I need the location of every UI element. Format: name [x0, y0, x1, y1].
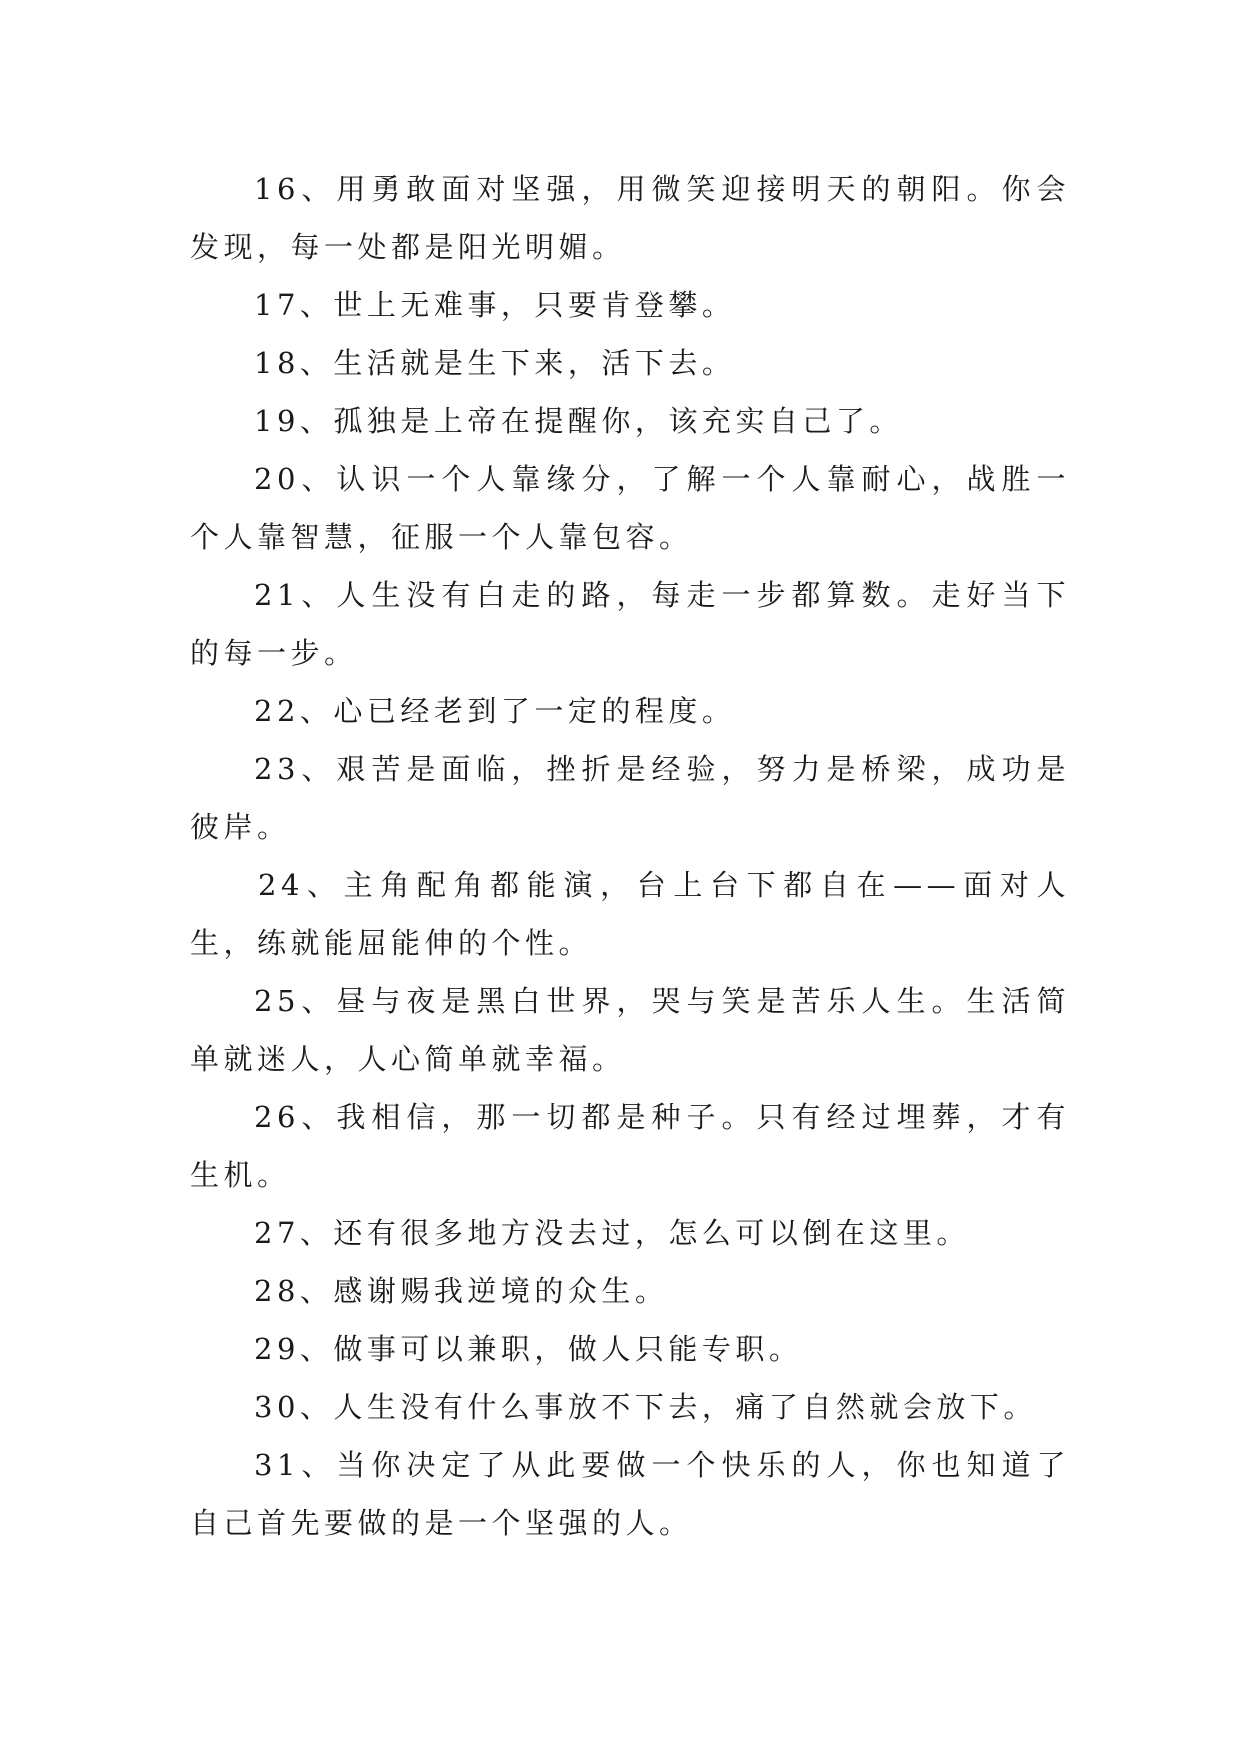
paragraph-30: 30、人生没有什么事放不下去，痛了自然就会放下。	[254, 1390, 1037, 1424]
paragraph-29: 29、做事可以兼职，做人只能专职。	[254, 1332, 803, 1366]
paragraph-18: 18、生活就是生下来，活下去。	[254, 346, 736, 380]
paragraph-26: 26、我相信，那一切都是种子。只有经过埋葬，才有生机。	[190, 1100, 1070, 1192]
paragraph-28: 28、感谢赐我逆境的众生。	[254, 1274, 669, 1308]
paragraph-25: 25、昼与夜是黑白世界，哭与笑是苦乐人生。生活简单就迷人，人心简单就幸福。	[190, 984, 1070, 1076]
paragraph-23: 23、艰苦是面临，挫折是经验，努力是桥梁，成功是彼岸。	[190, 752, 1070, 844]
paragraph-27: 27、还有很多地方没去过，怎么可以倒在这里。	[254, 1216, 970, 1250]
paragraph-21: 21、人生没有白走的路，每走一步都算数。走好当下的每一步。	[190, 578, 1070, 670]
paragraph-20: 20、认识一个人靠缘分，了解一个人靠耐心，战胜一个人靠智慧，征服一个人靠包容。	[190, 462, 1070, 554]
paragraph-19: 19、孤独是上帝在提醒你，该充实自己了。	[254, 404, 903, 438]
document-body	[190, 160, 1070, 1552]
paragraph-16: 16、用勇敢面对坚强，用微笑迎接明天的朝阳。你会发现，每一处都是阳光明媚。	[190, 172, 1070, 264]
paragraph-31: 31、当你决定了从此要做一个快乐的人，你也知道了自己首先要做的是一个坚强的人。	[190, 1448, 1070, 1540]
paragraph-24: 24、主角配角都能演，台上台下都自在——面对人生，练就能屈能伸的个性。	[190, 868, 1070, 960]
paragraph-17: 17、世上无难事，只要肯登攀。	[254, 288, 736, 322]
paragraph-22: 22、心已经老到了一定的程度。	[254, 694, 736, 728]
